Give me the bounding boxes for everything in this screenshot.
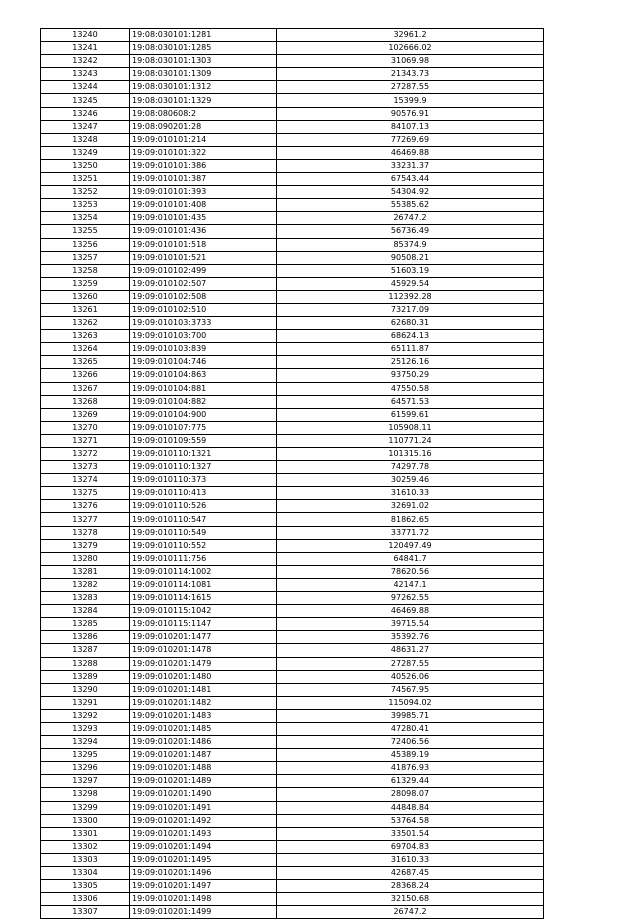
row-number-cell: 13249 (41, 146, 130, 159)
cadastral-number-cell: 19:09:010201:1498 (130, 893, 277, 906)
cadastral-number-cell: 19:09:010101:521 (130, 251, 277, 264)
cadastral-number-cell: 19:09:010201:1499 (130, 906, 277, 919)
cadastral-number-cell: 19:09:010201:1496 (130, 867, 277, 880)
cadastral-number-cell: 19:09:010102:510 (130, 303, 277, 316)
row-number-cell: 13257 (41, 251, 130, 264)
table-row (41, 448, 544, 461)
cadastral-number-cell: 19:09:010101:435 (130, 212, 277, 225)
table-row (41, 94, 544, 107)
table-row (41, 565, 544, 578)
cadastral-number-cell: 19:09:010102:499 (130, 264, 277, 277)
table-row (41, 618, 544, 631)
row-number-cell: 13255 (41, 225, 130, 238)
value-cell: 35392.76 (277, 631, 544, 644)
value-cell: 67543.44 (277, 173, 544, 186)
row-number-cell: 13253 (41, 199, 130, 212)
table-row (41, 68, 544, 81)
table-row (41, 264, 544, 277)
value-cell: 115094.02 (277, 696, 544, 709)
cadastral-number-cell: 19:09:010104:881 (130, 382, 277, 395)
cadastral-number-cell: 19:09:010101:408 (130, 199, 277, 212)
table-row (41, 107, 544, 120)
value-cell: 33501.54 (277, 827, 544, 840)
value-cell: 90576.91 (277, 107, 544, 120)
value-cell: 28098.07 (277, 788, 544, 801)
table-row (41, 238, 544, 251)
table-row (41, 880, 544, 893)
cadastral-number-cell: 19:09:010110:549 (130, 526, 277, 539)
table-row (41, 853, 544, 866)
cadastral-number-cell: 19:09:010110:547 (130, 513, 277, 526)
value-cell: 105908.11 (277, 421, 544, 434)
cadastral-number-cell: 19:09:010110:526 (130, 500, 277, 513)
table-row (41, 526, 544, 539)
row-number-cell: 13285 (41, 618, 130, 631)
row-number-cell: 13295 (41, 749, 130, 762)
row-number-cell: 13302 (41, 840, 130, 853)
row-number-cell: 13242 (41, 55, 130, 68)
value-cell: 112392.28 (277, 290, 544, 303)
cadastral-number-cell: 19:09:010104:863 (130, 369, 277, 382)
cadastral-number-cell: 19:09:010111:756 (130, 552, 277, 565)
row-number-cell: 13283 (41, 592, 130, 605)
table-row (41, 434, 544, 447)
value-cell: 42147.1 (277, 578, 544, 591)
value-cell: 28368.24 (277, 880, 544, 893)
table-row (41, 356, 544, 369)
table-row (41, 81, 544, 94)
row-number-cell: 13243 (41, 68, 130, 81)
row-number-cell: 13278 (41, 526, 130, 539)
cadastral-number-cell: 19:09:010110:413 (130, 487, 277, 500)
cadastral-number-cell: 19:09:010101:518 (130, 238, 277, 251)
table-row (41, 212, 544, 225)
cadastral-number-cell: 19:09:010201:1477 (130, 631, 277, 644)
row-number-cell: 13268 (41, 395, 130, 408)
value-cell: 51603.19 (277, 264, 544, 277)
table-row (41, 395, 544, 408)
value-cell: 81862.65 (277, 513, 544, 526)
cadastral-number-cell: 19:09:010110:1321 (130, 448, 277, 461)
value-cell: 53764.58 (277, 814, 544, 827)
table-row (41, 303, 544, 316)
value-cell: 39985.71 (277, 709, 544, 722)
cadastral-number-cell: 19:08:030101:1285 (130, 42, 277, 55)
row-number-cell: 13299 (41, 801, 130, 814)
value-cell: 31610.33 (277, 853, 544, 866)
row-number-cell: 13273 (41, 461, 130, 474)
value-cell: 48631.27 (277, 644, 544, 657)
table-row (41, 867, 544, 880)
table-row (41, 251, 544, 264)
row-number-cell: 13266 (41, 369, 130, 382)
row-number-cell: 13270 (41, 421, 130, 434)
row-number-cell: 13289 (41, 670, 130, 683)
table-row (41, 906, 544, 919)
value-cell: 15399.9 (277, 94, 544, 107)
value-cell: 56736.49 (277, 225, 544, 238)
cadastral-number-cell: 19:09:010201:1494 (130, 840, 277, 853)
table-row (41, 539, 544, 552)
table-row (41, 199, 544, 212)
table-row (41, 631, 544, 644)
row-number-cell: 13301 (41, 827, 130, 840)
table-row (41, 605, 544, 618)
table-row (41, 513, 544, 526)
value-cell: 93750.29 (277, 369, 544, 382)
table-row (41, 173, 544, 186)
cadastral-number-cell: 19:09:010201:1483 (130, 709, 277, 722)
row-number-cell: 13241 (41, 42, 130, 55)
row-number-cell: 13269 (41, 408, 130, 421)
row-number-cell: 13296 (41, 762, 130, 775)
table-row (41, 474, 544, 487)
value-cell: 90508.21 (277, 251, 544, 264)
table-row (41, 330, 544, 343)
cadastral-number-cell: 19:09:010101:386 (130, 159, 277, 172)
cadastral-number-cell: 19:09:010201:1492 (130, 814, 277, 827)
value-cell: 74567.95 (277, 683, 544, 696)
cadastral-number-cell: 19:09:010102:508 (130, 290, 277, 303)
value-cell: 47550.58 (277, 382, 544, 395)
cadastral-number-cell: 19:09:010104:882 (130, 395, 277, 408)
row-number-cell: 13267 (41, 382, 130, 395)
table-row (41, 133, 544, 146)
cadastral-number-cell: 19:09:010103:3733 (130, 317, 277, 330)
value-cell: 64841.7 (277, 552, 544, 565)
value-cell: 61329.44 (277, 775, 544, 788)
table-row (41, 159, 544, 172)
cadastral-number-cell: 19:09:010201:1490 (130, 788, 277, 801)
cadastral-number-cell: 19:08:080608:2 (130, 107, 277, 120)
cadastral-number-cell: 19:08:030101:1281 (130, 29, 277, 42)
table-row (41, 146, 544, 159)
value-cell: 85374.9 (277, 238, 544, 251)
row-number-cell: 13304 (41, 867, 130, 880)
table-row (41, 775, 544, 788)
table-row (41, 421, 544, 434)
cadastral-number-cell: 19:09:010201:1488 (130, 762, 277, 775)
table-row (41, 814, 544, 827)
table-row (41, 670, 544, 683)
value-cell: 77269.69 (277, 133, 544, 146)
row-number-cell: 13252 (41, 186, 130, 199)
table-row (41, 29, 544, 42)
value-cell: 45929.54 (277, 277, 544, 290)
value-cell: 74297.78 (277, 461, 544, 474)
table-row (41, 893, 544, 906)
value-cell: 31610.33 (277, 487, 544, 500)
cadastral-number-cell: 19:09:010114:1615 (130, 592, 277, 605)
table-row (41, 317, 544, 330)
cadastral-number-cell: 19:09:010201:1482 (130, 696, 277, 709)
row-number-cell: 13259 (41, 277, 130, 290)
cadastral-number-cell: 19:09:010201:1495 (130, 853, 277, 866)
value-cell: 21343.73 (277, 68, 544, 81)
row-number-cell: 13256 (41, 238, 130, 251)
cadastral-number-cell: 19:08:030101:1303 (130, 55, 277, 68)
value-cell: 97262.55 (277, 592, 544, 605)
cadastral-number-cell: 19:09:010107:775 (130, 421, 277, 434)
row-number-cell: 13264 (41, 343, 130, 356)
row-number-cell: 13247 (41, 120, 130, 133)
row-number-cell: 13274 (41, 474, 130, 487)
row-number-cell: 13294 (41, 736, 130, 749)
row-number-cell: 13265 (41, 356, 130, 369)
value-cell: 102666.02 (277, 42, 544, 55)
value-cell: 32150.68 (277, 893, 544, 906)
row-number-cell: 13297 (41, 775, 130, 788)
cadastral-number-cell: 19:09:010201:1479 (130, 657, 277, 670)
table-row (41, 788, 544, 801)
cadastral-number-cell: 19:09:010101:393 (130, 186, 277, 199)
value-cell: 27287.55 (277, 81, 544, 94)
row-number-cell: 13254 (41, 212, 130, 225)
cadastral-number-cell: 19:08:030101:1312 (130, 81, 277, 94)
cadastral-number-cell: 19:09:010201:1480 (130, 670, 277, 683)
value-cell: 68624.13 (277, 330, 544, 343)
cadastral-number-cell: 19:09:010102:507 (130, 277, 277, 290)
row-number-cell: 13298 (41, 788, 130, 801)
row-number-cell: 13286 (41, 631, 130, 644)
value-cell: 46469.88 (277, 146, 544, 159)
value-cell: 40526.06 (277, 670, 544, 683)
cadastral-number-cell: 19:09:010201:1491 (130, 801, 277, 814)
cadastral-number-cell: 19:09:010104:746 (130, 356, 277, 369)
row-number-cell: 13281 (41, 565, 130, 578)
table-row (41, 461, 544, 474)
value-cell: 44848.84 (277, 801, 544, 814)
value-cell: 78620.56 (277, 565, 544, 578)
table-row (41, 42, 544, 55)
row-number-cell: 13260 (41, 290, 130, 303)
table-row (41, 290, 544, 303)
row-number-cell: 13284 (41, 605, 130, 618)
row-number-cell: 13290 (41, 683, 130, 696)
value-cell: 25126.16 (277, 356, 544, 369)
table-row (41, 487, 544, 500)
row-number-cell: 13307 (41, 906, 130, 919)
value-cell: 32961.2 (277, 29, 544, 42)
table-row (41, 120, 544, 133)
value-cell: 31069.98 (277, 55, 544, 68)
cadastral-number-cell: 19:09:010110:552 (130, 539, 277, 552)
cadastral-number-cell: 19:09:010101:214 (130, 133, 277, 146)
value-cell: 54304.92 (277, 186, 544, 199)
value-cell: 30259.46 (277, 474, 544, 487)
cadastral-number-cell: 19:09:010101:322 (130, 146, 277, 159)
value-cell: 62680.31 (277, 317, 544, 330)
cadastral-number-cell: 19:09:010103:700 (130, 330, 277, 343)
table-row (41, 55, 544, 68)
value-cell: 64571.53 (277, 395, 544, 408)
value-cell: 33231.37 (277, 159, 544, 172)
value-cell: 46469.88 (277, 605, 544, 618)
cadastral-value-table (40, 28, 544, 919)
cadastral-number-cell: 19:09:010114:1081 (130, 578, 277, 591)
table-row (41, 578, 544, 591)
table-row (41, 762, 544, 775)
value-cell: 26747.2 (277, 212, 544, 225)
value-cell: 41876.93 (277, 762, 544, 775)
table-row (41, 696, 544, 709)
cadastral-number-cell: 19:09:010201:1481 (130, 683, 277, 696)
value-cell: 32691.02 (277, 500, 544, 513)
table-row (41, 552, 544, 565)
row-number-cell: 13282 (41, 578, 130, 591)
row-number-cell: 13240 (41, 29, 130, 42)
cadastral-number-cell: 19:09:010110:373 (130, 474, 277, 487)
table-row (41, 827, 544, 840)
table-row (41, 500, 544, 513)
table-row (41, 657, 544, 670)
row-number-cell: 13272 (41, 448, 130, 461)
row-number-cell: 13280 (41, 552, 130, 565)
table-row (41, 277, 544, 290)
value-cell: 72406.56 (277, 736, 544, 749)
value-cell: 27287.55 (277, 657, 544, 670)
row-number-cell: 13292 (41, 709, 130, 722)
cadastral-number-cell: 19:09:010109:559 (130, 434, 277, 447)
cadastral-number-cell: 19:09:010110:1327 (130, 461, 277, 474)
row-number-cell: 13251 (41, 173, 130, 186)
row-number-cell: 13300 (41, 814, 130, 827)
row-number-cell: 13291 (41, 696, 130, 709)
table-row (41, 225, 544, 238)
row-number-cell: 13248 (41, 133, 130, 146)
table-row (41, 683, 544, 696)
table-row (41, 408, 544, 421)
cadastral-number-cell: 19:08:090201:28 (130, 120, 277, 133)
table-row (41, 644, 544, 657)
cadastral-number-cell: 19:09:010101:387 (130, 173, 277, 186)
cadastral-number-cell: 19:08:030101:1309 (130, 68, 277, 81)
table-row (41, 801, 544, 814)
table-body (41, 29, 544, 919)
cadastral-number-cell: 19:09:010101:436 (130, 225, 277, 238)
row-number-cell: 13250 (41, 159, 130, 172)
table-row (41, 592, 544, 605)
row-number-cell: 13305 (41, 880, 130, 893)
row-number-cell: 13288 (41, 657, 130, 670)
value-cell: 73217.09 (277, 303, 544, 316)
cadastral-number-cell: 19:09:010103:839 (130, 343, 277, 356)
table-row (41, 709, 544, 722)
value-cell: 101315.16 (277, 448, 544, 461)
table-row (41, 186, 544, 199)
value-cell: 84107.13 (277, 120, 544, 133)
table-row (41, 736, 544, 749)
cadastral-number-cell: 19:09:010201:1486 (130, 736, 277, 749)
table-row (41, 343, 544, 356)
cadastral-number-cell: 19:09:010201:1489 (130, 775, 277, 788)
table-row (41, 369, 544, 382)
table-row (41, 749, 544, 762)
value-cell: 39715.54 (277, 618, 544, 631)
table-row (41, 840, 544, 853)
row-number-cell: 13287 (41, 644, 130, 657)
cadastral-number-cell: 19:09:010201:1497 (130, 880, 277, 893)
value-cell: 42687.45 (277, 867, 544, 880)
cadastral-number-cell: 19:09:010104:900 (130, 408, 277, 421)
cadastral-number-cell: 19:09:010201:1493 (130, 827, 277, 840)
cadastral-number-cell: 19:09:010115:1147 (130, 618, 277, 631)
value-cell: 69704.83 (277, 840, 544, 853)
cadastral-number-cell: 19:09:010201:1487 (130, 749, 277, 762)
row-number-cell: 13262 (41, 317, 130, 330)
value-cell: 61599.61 (277, 408, 544, 421)
row-number-cell: 13279 (41, 539, 130, 552)
row-number-cell: 13303 (41, 853, 130, 866)
row-number-cell: 13306 (41, 893, 130, 906)
value-cell: 45389.19 (277, 749, 544, 762)
row-number-cell: 13276 (41, 500, 130, 513)
value-cell: 47280.41 (277, 722, 544, 735)
value-cell: 26747.2 (277, 906, 544, 919)
value-cell: 120497.49 (277, 539, 544, 552)
value-cell: 110771.24 (277, 434, 544, 447)
row-number-cell: 13277 (41, 513, 130, 526)
value-cell: 33771.72 (277, 526, 544, 539)
table-row (41, 722, 544, 735)
value-cell: 55385.62 (277, 199, 544, 212)
cadastral-number-cell: 19:09:010115:1042 (130, 605, 277, 618)
row-number-cell: 13246 (41, 107, 130, 120)
row-number-cell: 13261 (41, 303, 130, 316)
cadastral-number-cell: 19:09:010201:1478 (130, 644, 277, 657)
row-number-cell: 13245 (41, 94, 130, 107)
row-number-cell: 13275 (41, 487, 130, 500)
cadastral-number-cell: 19:08:030101:1329 (130, 94, 277, 107)
cadastral-number-cell: 19:09:010114:1002 (130, 565, 277, 578)
row-number-cell: 13244 (41, 81, 130, 94)
row-number-cell: 13263 (41, 330, 130, 343)
row-number-cell: 13271 (41, 434, 130, 447)
table-row (41, 382, 544, 395)
row-number-cell: 13293 (41, 722, 130, 735)
value-cell: 65111.87 (277, 343, 544, 356)
row-number-cell: 13258 (41, 264, 130, 277)
cadastral-number-cell: 19:09:010201:1485 (130, 722, 277, 735)
